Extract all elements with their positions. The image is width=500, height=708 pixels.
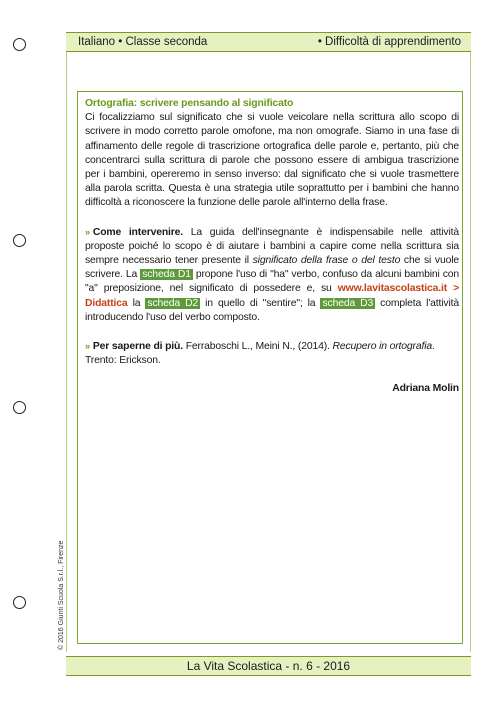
footer-text: La Vita Scolastica - n. 6 - 2016 [186,659,351,673]
book-title: Recupero in ortografia [332,341,433,353]
bullet-icon: » [85,226,90,237]
section2-text: che si vuole scrivere. La [85,255,459,281]
binder-hole-4 [13,596,26,609]
page-header [66,32,471,52]
section2-text: propone l'uso di "ha" verbo, confuso da alcuni bambini con "a" preposizione, nel significato di possedere e, su [85,269,460,295]
header-topic: • Difficoltà di apprendimento [317,36,461,48]
section2-text: La guida dell'insegnante è indispensabile nelle attività proposte poiché lo scopo è di aiutare i bambini a capire come nella scrittura sia sempre necessario tener presente il [85,226,459,267]
section2-text: completa l'attività introducendo l'uso del verbo composto. [85,297,459,323]
binder-hole-3 [13,401,26,414]
bullet-icon: » [85,341,90,352]
article-intro: Ci focalizziamo sul significato che si vuole veicolare nella scrittura allo scopo di scrivere in modo corretto parole omofone, ma non omografe. Siamo in una fase di affinamento delle regole di trascrizione ortografica delle parole e, pertanto, più che concentrarci sulla scrittura di parole che possono essere di ambigua trascrizione per i bambini, opereremo in senso inverso: dal significato che si vuole trasmettere alla parola scritta. Questa è una strategia utile soprattutto per i bambini che hanno difficoltà a riconoscere la funzione delle parole all'interno della frase. [85,112,459,209]
section3-text: Ferraboschi L., Meini N., (2014). [182,341,333,353]
section2-italic: significato della frase o del testo [252,255,401,267]
section2-text: la [127,297,146,309]
author-signature: Adriana Molin [392,383,459,395]
section2-lead: Come intervenire. [92,226,184,238]
section3-text: . Trento: Erickson. [85,341,435,367]
scheda-d2-tag: scheda D2 [147,297,199,309]
scheda-d3-tag: scheda D3 [322,297,374,309]
page-footer [66,656,471,676]
website-link[interactable]: www.lavitascolastica.it > Didattica [85,283,459,309]
article-content [85,97,459,397]
scheda-d1-tag: scheda D1 [142,269,191,281]
section3-lead: Per saperne di più. [92,341,183,353]
binder-hole-1 [13,38,26,51]
article-title: Ortografia: scrivere pensando al significato [85,98,294,109]
copyright-notice: © 2016 Giunti Scuola S.r.l., Firenze [58,540,65,650]
binder-hole-2 [13,234,26,247]
header-subject: Italiano • Classe seconda [78,36,208,48]
section-per-saperne [85,339,459,368]
section2-text: in quello di "sentire"; la [200,297,321,309]
section-come-intervenire [85,225,459,325]
